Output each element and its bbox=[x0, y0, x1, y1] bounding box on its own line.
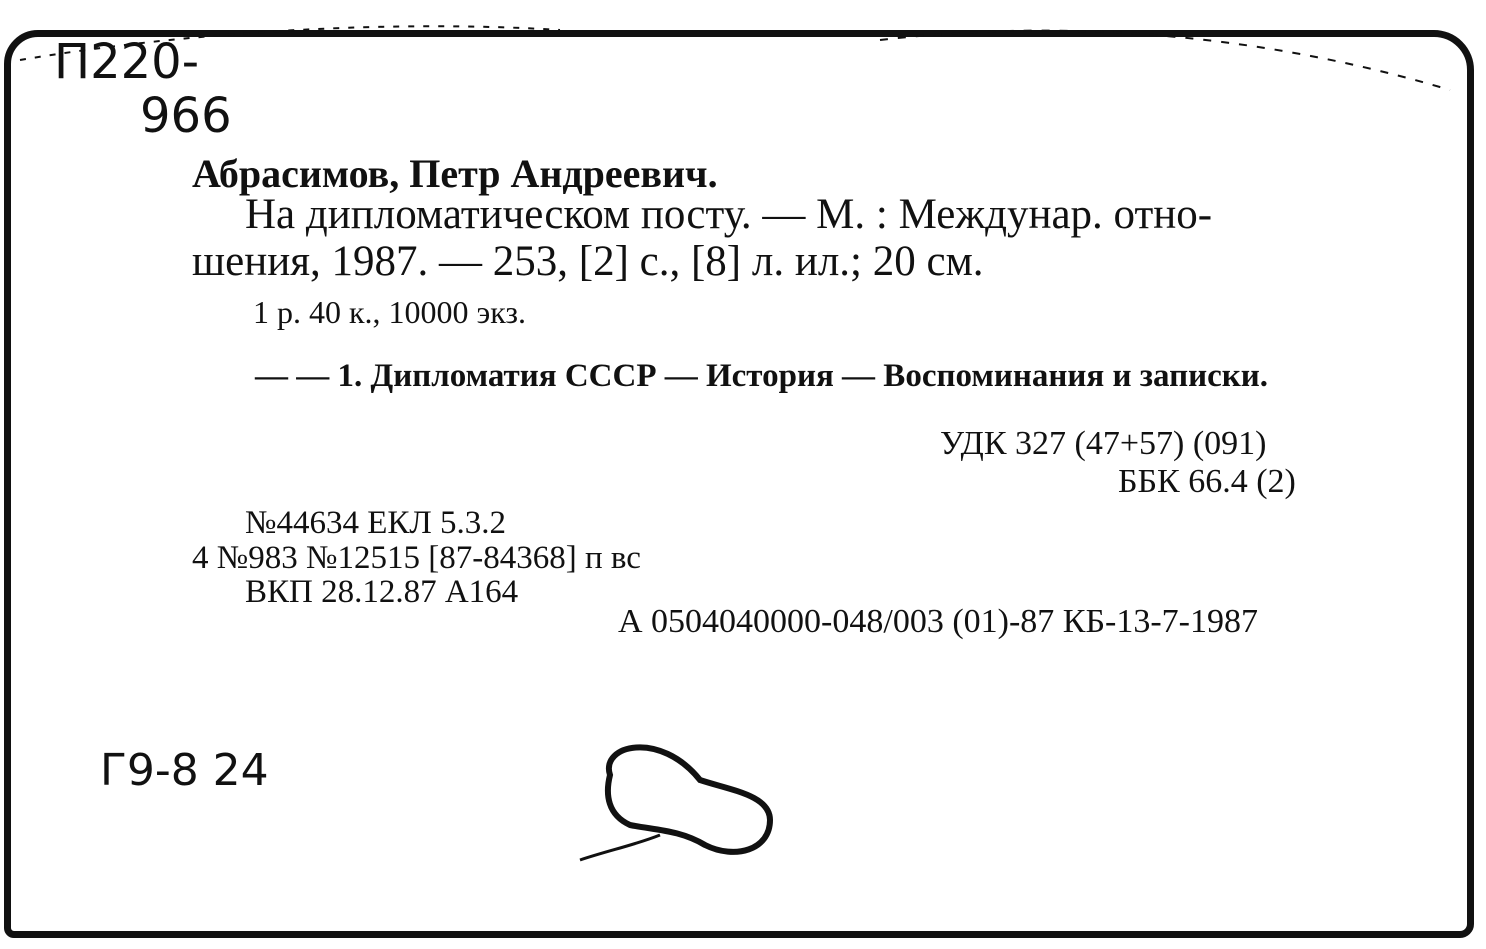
bibliographic-line-3: ВКП 28.12.87 А164 bbox=[245, 574, 519, 610]
handwritten-loop bbox=[608, 747, 770, 852]
price-line: 1 р. 40 к., 10000 экз. bbox=[253, 294, 527, 330]
catalog-code: А 0504040000-048/003 (01)-87 КБ-13-7-1987 bbox=[618, 603, 1258, 640]
author-heading: Абрасимов, Петр Андреевич. bbox=[192, 151, 718, 196]
shelf-mark-line1: П220- bbox=[54, 34, 200, 90]
top-right-scratch-line bbox=[880, 31, 1450, 90]
title-line-2: шения, 1987. — 253, [2] с., [8] л. ил.; 20 см. bbox=[192, 238, 984, 285]
bibliographic-line-2: 4 №983 №12515 [87-84368] п вс bbox=[192, 540, 641, 576]
shelf-mark-line2: 966 bbox=[140, 88, 232, 144]
top-scratch-line bbox=[20, 26, 560, 60]
title-line-1: На дипломатическом посту. — М. : Междунар. отно- bbox=[245, 191, 1213, 238]
handwritten-tail bbox=[580, 835, 660, 860]
subject-heading: — — 1. Дипломатия СССР — История — Воспоминания и записки. bbox=[255, 358, 1269, 394]
bibliographic-line-1: №44634 ЕКЛ 5.3.2 bbox=[245, 505, 507, 541]
bbk-classification: ББК 66.4 (2) bbox=[1118, 463, 1296, 500]
udk-classification: УДК 327 (47+57) (091) bbox=[940, 425, 1267, 462]
handwritten-note: Г9-8 24 bbox=[100, 745, 269, 796]
